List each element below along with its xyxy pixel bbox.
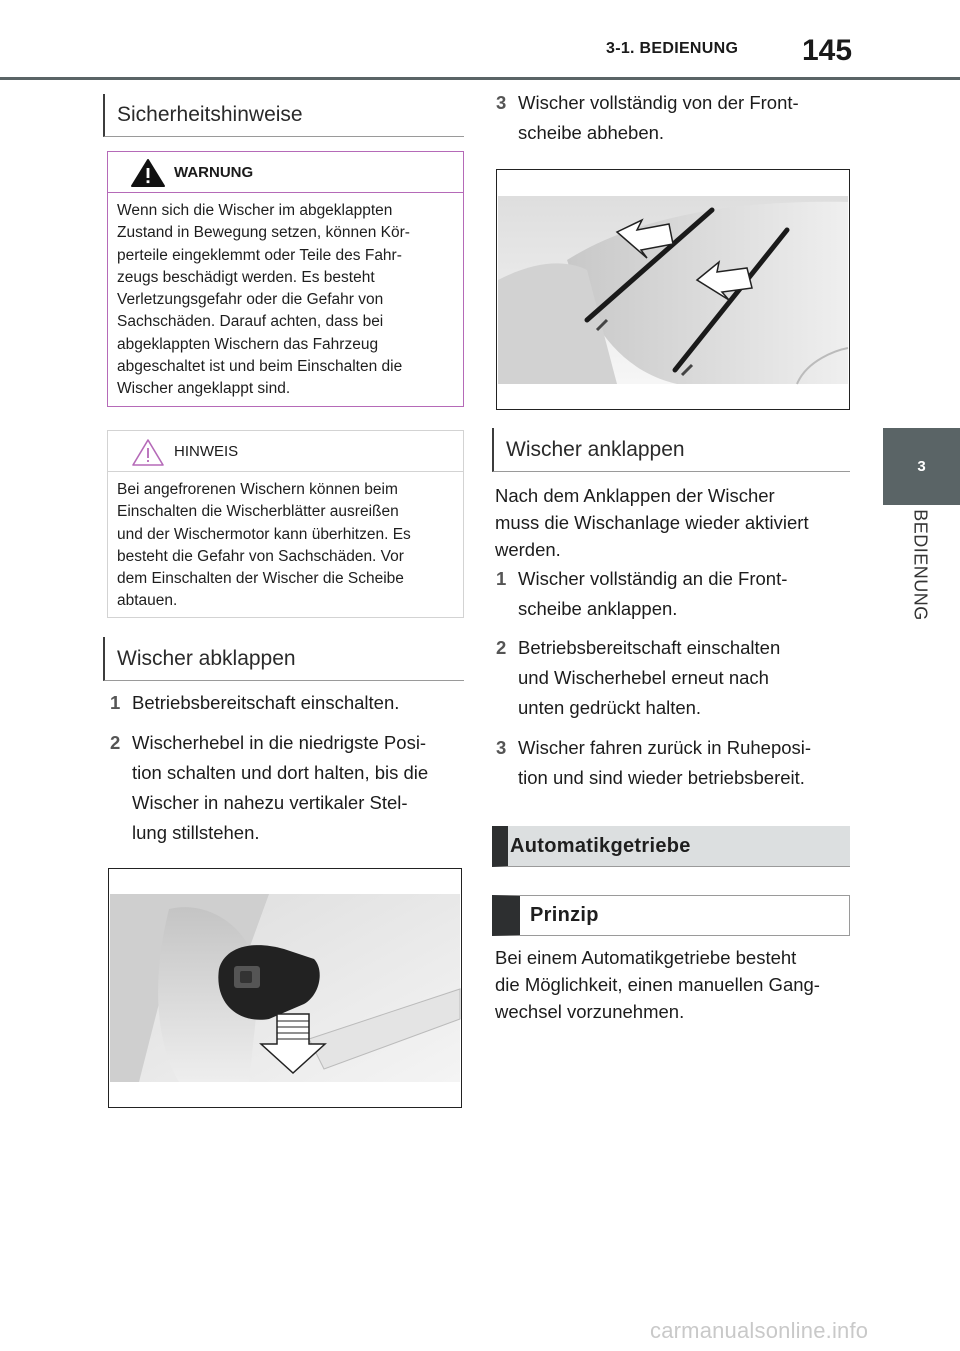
- wiper-lever-illustration: [109, 869, 461, 1107]
- section-heading-wiper-fold-out: [103, 637, 464, 681]
- notice-line: dem Einschalten der Wischer die Scheibe: [117, 570, 404, 588]
- step-text: Betriebsbereitschaft einschalten.: [132, 692, 400, 713]
- section-heading-text: Wischer abklappen: [117, 646, 296, 670]
- warning-line: Wenn sich die Wischer im abgeklappten: [117, 202, 393, 219]
- principle-paragraph: [495, 944, 855, 1025]
- notice-box-header: [108, 431, 463, 472]
- step-item: [496, 88, 856, 148]
- notice-line: besteht die Gefahr von Sachschäden. Vor: [117, 547, 404, 565]
- step-text: Wischer fahren zurück in Ruheposi-: [518, 737, 812, 758]
- step-text: lung stillstehen.: [132, 822, 260, 843]
- step-text: Wischer vollständig von der Front-: [518, 92, 799, 113]
- warning-title: WARNUNG: [174, 163, 254, 181]
- step-number: 3: [496, 92, 507, 113]
- notice-text: [108, 472, 463, 613]
- step-text: tion schalten und dort halten, bis die: [132, 762, 429, 783]
- step-text: und Wischerhebel erneut nach: [518, 667, 769, 688]
- step-text: tion und sind wieder betriebsbereit.: [518, 767, 805, 788]
- lever-switch-inner: [240, 971, 252, 983]
- figure-wiper-lever: [108, 868, 462, 1108]
- notice-line: und der Wischermotor kann überhitzen. Es: [117, 525, 411, 543]
- warning-line: zeugs beschädigt werden. Es besteht: [117, 268, 375, 286]
- section-heading-safety: [103, 94, 464, 137]
- step-item: [496, 633, 856, 723]
- chapter-side-label-text: BEDIENUNG: [910, 509, 931, 621]
- warning-line: Zustand in Bewegung setzen, können Kör-: [117, 224, 410, 242]
- step-text: Wischer in nahezu vertikaler Stel-: [132, 792, 408, 813]
- header-rule: [0, 77, 960, 80]
- step-number: 3: [496, 737, 507, 758]
- section-heading-automatic-transmission: [492, 826, 850, 867]
- section-heading-wiper-fold-in: [492, 428, 850, 472]
- step-number: 2: [496, 637, 507, 658]
- warning-line: Verletzungsgefahr oder die Gefahr von: [117, 291, 384, 309]
- step-number: 1: [110, 692, 121, 713]
- page-number: 145: [802, 34, 853, 67]
- step-number: 1: [496, 568, 507, 589]
- paragraph-line: die Möglichkeit, einen manuellen Gang-: [495, 974, 820, 995]
- paragraph-line: werden.: [495, 539, 561, 560]
- step-number: 2: [110, 732, 121, 753]
- fold-in-intro: [495, 482, 855, 563]
- paragraph-line: muss die Wischanlage wieder aktiviert: [495, 512, 809, 533]
- step-item: [110, 688, 470, 718]
- notice-title: HINWEIS: [174, 442, 239, 460]
- step-item: [110, 728, 470, 848]
- figure-wipers-lifted: [496, 169, 850, 410]
- windshield-wipers-illustration: [497, 170, 849, 409]
- warning-line: Wischer angeklappt sind.: [117, 380, 291, 398]
- paragraph-line: Bei einem Automatikgetriebe besteht: [495, 947, 797, 968]
- step-text: Wischer vollständig an die Front-: [518, 568, 788, 589]
- notice-line: abtauen.: [117, 592, 178, 610]
- warning-icon: [130, 158, 166, 188]
- notice-line: Einschalten die Wischerblätter ausreißen: [117, 503, 399, 521]
- step-item: [496, 564, 856, 624]
- warning-box: [107, 151, 464, 407]
- notice-line: Bei angefrorenen Wischern können beim: [117, 481, 398, 498]
- step-text: Betriebsbereitschaft einschalten: [518, 637, 781, 658]
- section-heading-text: Automatikgetriebe: [510, 834, 691, 857]
- section-heading-text: Wischer anklappen: [506, 437, 685, 461]
- warning-line: abgeklappten Wischern das Fahrzeug: [117, 335, 379, 353]
- caution-icon: [130, 437, 166, 467]
- warning-line: abgeschaltet ist und beim Einschalten die: [117, 358, 403, 376]
- warning-text: [108, 193, 463, 401]
- step-text: scheibe anklappen.: [518, 598, 678, 619]
- step-item: [496, 733, 856, 793]
- notice-box: [107, 430, 464, 618]
- subsection-heading-principle: [492, 895, 850, 936]
- subsection-heading-text: Prinzip: [530, 904, 599, 926]
- watermark: carmanualsonline.info: [650, 1318, 869, 1343]
- chapter-tab-number: 3: [917, 457, 926, 475]
- chapter-side-label: [880, 505, 960, 645]
- step-text: unten gedrückt halten.: [518, 697, 702, 718]
- chapter-title: 3-1. BEDIENUNG: [606, 40, 739, 57]
- paragraph-line: Nach dem Anklappen der Wischer: [495, 485, 775, 506]
- chapter-tab: [883, 428, 960, 504]
- warning-box-header: [108, 152, 463, 193]
- step-text: scheibe abheben.: [518, 122, 665, 143]
- warning-line: Sachschäden. Darauf achten, dass bei: [117, 313, 384, 331]
- paragraph-line: wechsel vorzunehmen.: [495, 1001, 685, 1022]
- step-text: Wischerhebel in die niedrigste Posi-: [132, 732, 427, 753]
- section-heading-text: Sicherheitshinweise: [117, 103, 303, 126]
- warning-line: perteile eingeklemmt oder Teile des Fahr-: [117, 246, 402, 264]
